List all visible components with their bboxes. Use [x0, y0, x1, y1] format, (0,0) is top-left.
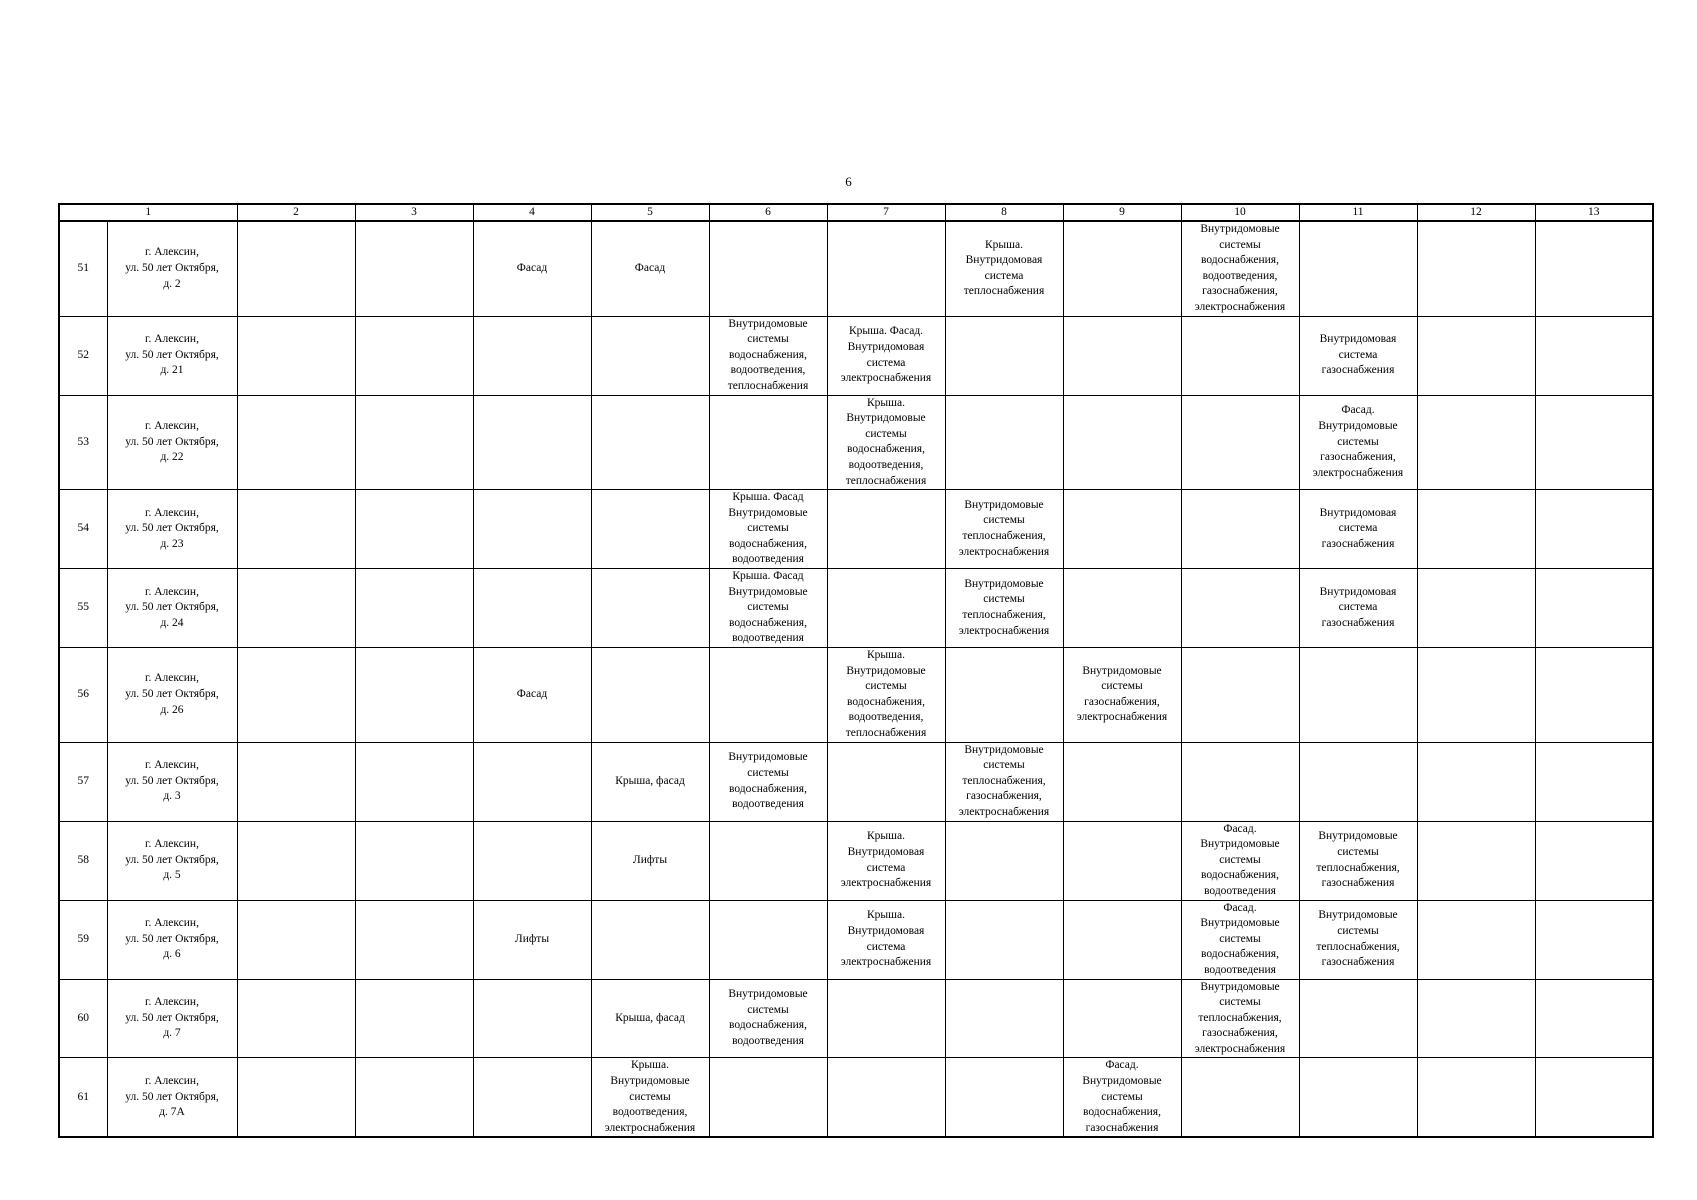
work-cell-col-7: Крыша. Внутридомовая система электроснабжения: [827, 821, 945, 900]
row-number: 59: [59, 900, 107, 979]
work-cell-col-13: [1535, 821, 1653, 900]
row-number: 54: [59, 490, 107, 569]
work-cell-col-10: [1181, 316, 1299, 395]
header-col-2: 2: [237, 204, 355, 221]
address-cell: г. Алексин, ул. 50 лет Октября, д. 24: [107, 569, 237, 648]
address-cell: г. Алексин, ул. 50 лет Октября, д. 5: [107, 821, 237, 900]
work-cell-col-12: [1417, 742, 1535, 821]
work-cell-col-7: Крыша. Фасад. Внутридомовая система электроснабжения: [827, 316, 945, 395]
work-cell-col-4: Фасад: [473, 648, 591, 743]
work-cell-col-12: [1417, 490, 1535, 569]
work-cell-col-3: [355, 979, 473, 1058]
work-cell-col-7: [827, 742, 945, 821]
work-cell-col-8: [945, 1058, 1063, 1137]
work-cell-col-11: [1299, 742, 1417, 821]
work-cell-col-5: [591, 490, 709, 569]
work-cell-col-2: [237, 395, 355, 490]
work-cell-col-2: [237, 900, 355, 979]
table-row: [59, 648, 1653, 743]
work-cell-col-12: [1417, 316, 1535, 395]
work-cell-col-3: [355, 569, 473, 648]
work-cell-col-6: [709, 821, 827, 900]
work-cell-col-2: [237, 221, 355, 316]
work-cell-col-10: [1181, 569, 1299, 648]
work-cell-col-5: Крыша, фасад: [591, 742, 709, 821]
work-cell-col-13: [1535, 221, 1653, 316]
header-col-4: 4: [473, 204, 591, 221]
work-cell-col-12: [1417, 648, 1535, 743]
address-cell: г. Алексин, ул. 50 лет Октября, д. 7: [107, 979, 237, 1058]
work-cell-col-8: Внутридомовые системы теплоснабжения, электроснабжения: [945, 490, 1063, 569]
work-cell-col-11: [1299, 979, 1417, 1058]
header-col-7: 7: [827, 204, 945, 221]
work-cell-col-8: Внутридомовые системы теплоснабжения, электроснабжения: [945, 569, 1063, 648]
work-cell-col-2: [237, 979, 355, 1058]
work-cell-col-3: [355, 221, 473, 316]
address-cell: г. Алексин, ул. 50 лет Октября, д. 22: [107, 395, 237, 490]
work-cell-col-2: [237, 490, 355, 569]
work-cell-col-13: [1535, 742, 1653, 821]
work-cell-col-4: [473, 1058, 591, 1137]
work-cell-col-9: [1063, 395, 1181, 490]
work-cell-col-7: Крыша. Внутридомовые системы водоснабжения, водоотведения, теплоснабжения: [827, 395, 945, 490]
work-cell-col-11: Внутридомовая система газоснабжения: [1299, 316, 1417, 395]
work-cell-col-8: [945, 316, 1063, 395]
table-header: [59, 204, 1653, 221]
header-col-10: 10: [1181, 204, 1299, 221]
work-cell-col-10: Внутридомовые системы водоснабжения, водоотведения, газоснабжения, электроснабжения: [1181, 221, 1299, 316]
work-cell-col-7: [827, 490, 945, 569]
work-cell-col-11: Внутридомовая система газоснабжения: [1299, 490, 1417, 569]
work-cell-col-2: [237, 742, 355, 821]
work-cell-col-6: Крыша. Фасад Внутридомовые системы водоснабжения, водоотведения: [709, 569, 827, 648]
work-cell-col-7: Крыша. Внутридомовые системы водоснабжения, водоотведения, теплоснабжения: [827, 648, 945, 743]
work-cell-col-13: [1535, 979, 1653, 1058]
work-cell-col-3: [355, 648, 473, 743]
work-cell-col-9: [1063, 221, 1181, 316]
header-row: [59, 204, 1653, 221]
table-row: [59, 569, 1653, 648]
address-cell: г. Алексин, ул. 50 лет Октября, д. 2: [107, 221, 237, 316]
work-cell-col-12: [1417, 1058, 1535, 1137]
work-cell-col-8: Внутридомовые системы теплоснабжения, газоснабжения, электроснабжения: [945, 742, 1063, 821]
work-cell-col-6: [709, 900, 827, 979]
work-cell-col-5: [591, 569, 709, 648]
work-cell-col-12: [1417, 395, 1535, 490]
header-col-11: 11: [1299, 204, 1417, 221]
work-cell-col-5: Лифты: [591, 821, 709, 900]
header-col-6: 6: [709, 204, 827, 221]
work-cell-col-5: Крыша. Внутридомовые системы водоотведения, электроснабжения: [591, 1058, 709, 1137]
work-cell-col-3: [355, 1058, 473, 1137]
work-cell-col-8: [945, 821, 1063, 900]
work-cell-col-9: [1063, 569, 1181, 648]
address-cell: г. Алексин, ул. 50 лет Октября, д. 21: [107, 316, 237, 395]
work-cell-col-5: [591, 900, 709, 979]
work-cell-col-2: [237, 316, 355, 395]
table-row: [59, 979, 1653, 1058]
header-col-8: 8: [945, 204, 1063, 221]
work-cell-col-13: [1535, 648, 1653, 743]
address-cell: г. Алексин, ул. 50 лет Октября, д. 3: [107, 742, 237, 821]
work-cell-col-10: Фасад. Внутридомовые системы водоснабжения, водоотведения: [1181, 821, 1299, 900]
work-cell-col-11: Фасад. Внутридомовые системы газоснабжения, электроснабжения: [1299, 395, 1417, 490]
work-cell-col-7: [827, 1058, 945, 1137]
work-cell-col-4: [473, 569, 591, 648]
work-cell-col-11: Внутридомовые системы теплоснабжения, газоснабжения: [1299, 821, 1417, 900]
work-cell-col-4: [473, 395, 591, 490]
work-cell-col-9: [1063, 821, 1181, 900]
work-cell-col-13: [1535, 900, 1653, 979]
header-col-3: 3: [355, 204, 473, 221]
row-number: 61: [59, 1058, 107, 1137]
row-number: 52: [59, 316, 107, 395]
row-number: 60: [59, 979, 107, 1058]
table-row: [59, 395, 1653, 490]
work-cell-col-5: Фасад: [591, 221, 709, 316]
work-cell-col-12: [1417, 221, 1535, 316]
work-cell-col-6: [709, 1058, 827, 1137]
work-cell-col-8: [945, 979, 1063, 1058]
address-cell: г. Алексин, ул. 50 лет Октября, д. 23: [107, 490, 237, 569]
address-cell: г. Алексин, ул. 50 лет Октября, д. 26: [107, 648, 237, 743]
work-cell-col-7: [827, 221, 945, 316]
work-cell-col-6: Внутридомовые системы водоснабжения, водоотведения: [709, 742, 827, 821]
work-cell-col-7: [827, 569, 945, 648]
work-cell-col-10: [1181, 1058, 1299, 1137]
work-cell-col-4: Лифты: [473, 900, 591, 979]
work-cell-col-9: Фасад. Внутридомовые системы водоснабжения, газоснабжения: [1063, 1058, 1181, 1137]
header-col-9: 9: [1063, 204, 1181, 221]
work-cell-col-13: [1535, 316, 1653, 395]
work-cell-col-3: [355, 821, 473, 900]
work-cell-col-13: [1535, 395, 1653, 490]
work-cell-col-5: [591, 316, 709, 395]
work-cell-col-10: [1181, 648, 1299, 743]
work-cell-col-4: [473, 490, 591, 569]
page-number: 6: [845, 174, 852, 189]
work-cell-col-6: Крыша. Фасад Внутридомовые системы водоснабжения, водоотведения: [709, 490, 827, 569]
row-number: 58: [59, 821, 107, 900]
work-cell-col-5: Крыша, фасад: [591, 979, 709, 1058]
work-cell-col-8: [945, 648, 1063, 743]
table-row: [59, 900, 1653, 979]
header-col-1: 1: [59, 204, 237, 221]
work-cell-col-2: [237, 1058, 355, 1137]
work-cell-col-3: [355, 316, 473, 395]
work-cell-col-4: [473, 821, 591, 900]
work-cell-col-12: [1417, 979, 1535, 1058]
table-row: [59, 1058, 1653, 1137]
work-cell-col-9: [1063, 742, 1181, 821]
work-cell-col-13: [1535, 1058, 1653, 1137]
work-cell-col-3: [355, 395, 473, 490]
work-cell-col-6: [709, 395, 827, 490]
work-cell-col-10: Фасад. Внутридомовые системы водоснабжения, водоотведения: [1181, 900, 1299, 979]
table-body: [59, 221, 1653, 1137]
work-cell-col-5: [591, 648, 709, 743]
work-cell-col-4: [473, 742, 591, 821]
repair-schedule-table: [58, 203, 1654, 1138]
work-cell-col-2: [237, 569, 355, 648]
work-cell-col-3: [355, 742, 473, 821]
work-cell-col-11: [1299, 1058, 1417, 1137]
address-cell: г. Алексин, ул. 50 лет Октября, д. 7А: [107, 1058, 237, 1137]
work-cell-col-12: [1417, 900, 1535, 979]
header-col-13: 13: [1535, 204, 1653, 221]
work-cell-col-6: [709, 221, 827, 316]
work-cell-col-10: [1181, 742, 1299, 821]
work-cell-col-8: [945, 900, 1063, 979]
work-cell-col-11: [1299, 221, 1417, 316]
work-cell-col-9: [1063, 490, 1181, 569]
work-cell-col-6: Внутридомовые системы водоснабжения, водоотведения, теплоснабжения: [709, 316, 827, 395]
work-cell-col-11: [1299, 648, 1417, 743]
table-row: [59, 221, 1653, 316]
work-cell-col-13: [1535, 490, 1653, 569]
work-cell-col-4: Фасад: [473, 221, 591, 316]
work-cell-col-9: Внутридомовые системы газоснабжения, электроснабжения: [1063, 648, 1181, 743]
work-cell-col-2: [237, 648, 355, 743]
table-row: [59, 821, 1653, 900]
address-cell: г. Алексин, ул. 50 лет Октября, д. 6: [107, 900, 237, 979]
work-cell-col-10: [1181, 395, 1299, 490]
work-cell-col-7: [827, 979, 945, 1058]
row-number: 57: [59, 742, 107, 821]
work-cell-col-4: [473, 316, 591, 395]
work-cell-col-10: Внутридомовые системы теплоснабжения, газоснабжения, электроснабжения: [1181, 979, 1299, 1058]
table-row: [59, 316, 1653, 395]
header-col-5: 5: [591, 204, 709, 221]
work-cell-col-11: Внутридомовая система газоснабжения: [1299, 569, 1417, 648]
work-cell-col-10: [1181, 490, 1299, 569]
table-row: [59, 742, 1653, 821]
work-cell-col-8: Крыша. Внутридомовая система теплоснабжения: [945, 221, 1063, 316]
work-cell-col-11: Внутридомовые системы теплоснабжения, газоснабжения: [1299, 900, 1417, 979]
row-number: 53: [59, 395, 107, 490]
row-number: 55: [59, 569, 107, 648]
work-cell-col-9: [1063, 979, 1181, 1058]
work-cell-col-5: [591, 395, 709, 490]
work-cell-col-6: Внутридомовые системы водоснабжения, водоотведения: [709, 979, 827, 1058]
table-row: [59, 490, 1653, 569]
work-cell-col-3: [355, 490, 473, 569]
work-cell-col-3: [355, 900, 473, 979]
work-cell-col-8: [945, 395, 1063, 490]
work-cell-col-12: [1417, 821, 1535, 900]
row-number: 51: [59, 221, 107, 316]
work-cell-col-2: [237, 821, 355, 900]
work-cell-col-9: [1063, 900, 1181, 979]
work-cell-col-12: [1417, 569, 1535, 648]
work-cell-col-7: Крыша. Внутридомовая система электроснабжения: [827, 900, 945, 979]
work-cell-col-6: [709, 648, 827, 743]
work-cell-col-4: [473, 979, 591, 1058]
work-cell-col-9: [1063, 316, 1181, 395]
row-number: 56: [59, 648, 107, 743]
header-col-12: 12: [1417, 204, 1535, 221]
work-cell-col-13: [1535, 569, 1653, 648]
